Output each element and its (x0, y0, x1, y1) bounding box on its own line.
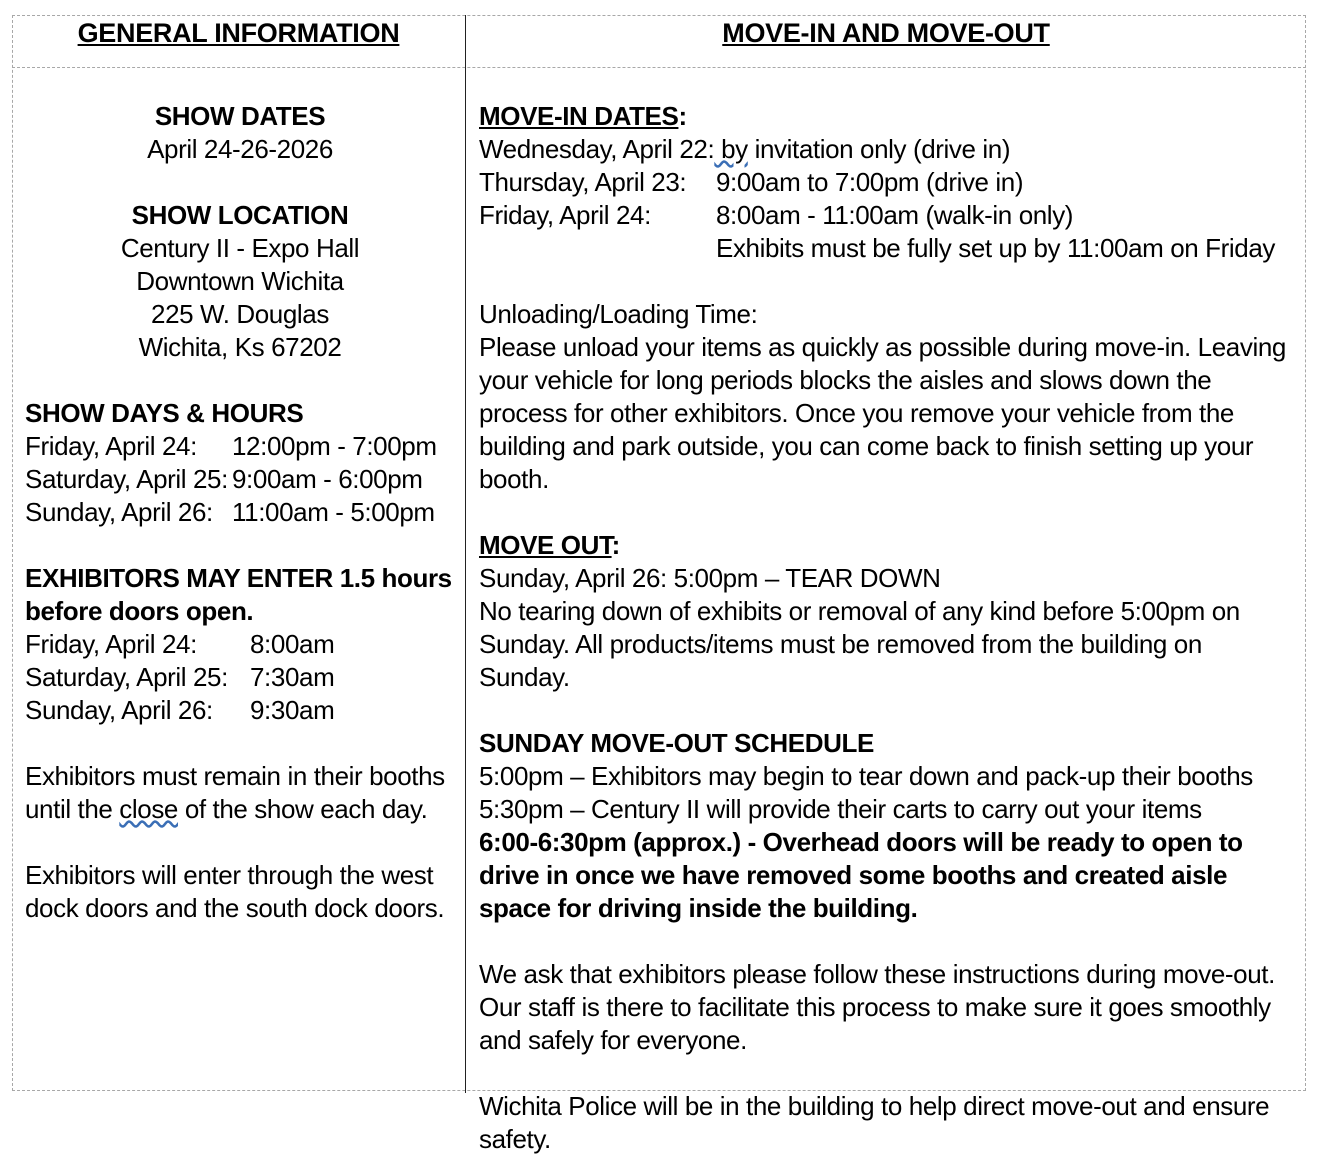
remain-text-end: of the show each day. (178, 794, 428, 824)
entry-day: Saturday, April 25: (25, 662, 228, 692)
move-in-detail-by: by (714, 134, 748, 164)
hours-time: 12:00pm - 7:00pm (232, 431, 437, 461)
close-word: close (119, 794, 178, 824)
unloading-title: Unloading/Loading Time: (479, 299, 758, 329)
move-in-title-text: MOVE-IN DATES (479, 101, 679, 131)
hours-time: 11:00am - 5:00pm (232, 497, 435, 527)
entry-row (25, 628, 455, 661)
move-out-title-text: MOVE OUT (479, 530, 612, 560)
column-divider (465, 15, 466, 1093)
police-note: Wichita Police will be in the building to help direct move-out and ensure safety. (479, 1091, 1270, 1154)
entry-time: 7:30am (250, 662, 335, 692)
exhibitor-entry-title-cont: before doors open. (25, 596, 254, 626)
entry-row (25, 694, 455, 727)
location-line: Downtown Wichita (136, 266, 344, 296)
hours-day: Saturday, April 25: (25, 464, 228, 494)
move-in-row (479, 166, 1299, 199)
general-information-column (25, 100, 455, 925)
entry-time: 8:00am (250, 629, 335, 659)
move-in-title (479, 100, 1299, 133)
move-in-out-column (479, 100, 1299, 1156)
setup-deadline-note: Exhibits must be fully set up by 11:00am on Friday (716, 233, 1276, 263)
move-in-out-header: MOVE-IN AND MOVE-OUT (722, 18, 1050, 48)
hours-time: 9:00am - 6:00pm (232, 464, 423, 494)
move-in-detail: invitation only (drive in) (747, 134, 1011, 164)
hours-row (25, 463, 455, 496)
move-in-day: Thursday, April 23: (479, 167, 687, 197)
instructions-text: We ask that exhibitors please follow these instructions during move-out. Our staff is there to facilitate this process to make sure it goes smoothly and safely for everyone. (479, 959, 1275, 1055)
remain-note: Exhibitors must remain in their booths (25, 761, 445, 791)
location-line: 225 W. Douglas (151, 299, 329, 329)
move-in-row (479, 133, 1299, 166)
entry-doors-note-cont: dock doors and the south dock doors. (25, 893, 445, 923)
schedule-title: SUNDAY MOVE-OUT SCHEDULE (479, 728, 874, 758)
show-location-title: SHOW LOCATION (131, 200, 349, 230)
location-line: Century II - Expo Hall (120, 233, 360, 263)
entry-day: Friday, April 24: (25, 629, 197, 659)
move-in-day: Friday, April 24: (479, 200, 651, 230)
schedule-item: 5:00pm – Exhibitors may begin to tear down and pack-up their booths (479, 761, 1253, 791)
show-hours-title: SHOW DAYS & HOURS (25, 398, 304, 428)
move-out-line: Sunday, April 26: 5:00pm – TEAR DOWN (479, 563, 941, 593)
move-in-detail: 8:00am - 11:00am (walk-in only) (716, 200, 1074, 230)
entry-day: Sunday, April 26: (25, 695, 213, 725)
exhibitor-entry-title: EXHIBITORS MAY ENTER 1.5 hours (25, 563, 452, 593)
entry-row (25, 661, 455, 694)
unloading-text: Please unload your items as quickly as possible during move-in. Leaving your vehicle for long periods blocks the aisles and slows down the process for other exhibitors. Once you remove your vehicle from the building and park outside, you can come back to finish setting up your booth. (479, 332, 1286, 494)
schedule-item-bold: 6:00-6:30pm (approx.) - Overhead doors will be ready to open to drive in once we have removed some booths and created aisle space for driving inside the building. (479, 827, 1243, 923)
hours-row (25, 430, 455, 463)
move-in-row (479, 199, 1299, 232)
hours-row (25, 496, 455, 529)
hours-day: Friday, April 24: (25, 431, 197, 461)
move-out-title (479, 529, 1299, 562)
location-line: Wichita, Ks 67202 (138, 332, 342, 362)
general-information-header: GENERAL INFORMATION (77, 18, 400, 48)
move-out-text: No tearing down of exhibits or removal of any kind before 5:00pm on Sunday. All products/items must be removed from the building on Sunday. (479, 596, 1240, 692)
entry-time: 9:30am (250, 695, 335, 725)
move-in-title-colon: : (678, 101, 687, 131)
move-out-title-colon: : (611, 530, 620, 560)
hours-day: Sunday, April 26: (25, 497, 213, 527)
entry-doors-note: Exhibitors will enter through the west (25, 860, 434, 890)
remain-text: until the (25, 794, 120, 824)
schedule-item: 5:30pm – Century II will provide their carts to carry out your items (479, 794, 1202, 824)
remain-note-cont (25, 793, 455, 826)
move-in-detail: 9:00am to 7:00pm (drive in) (716, 167, 1024, 197)
move-in-day: Wednesday, April 22: (479, 134, 715, 164)
show-dates-value: April 24-26-2026 (147, 134, 333, 164)
header-row-divider (12, 67, 1306, 68)
show-dates-title: SHOW DATES (154, 101, 326, 131)
